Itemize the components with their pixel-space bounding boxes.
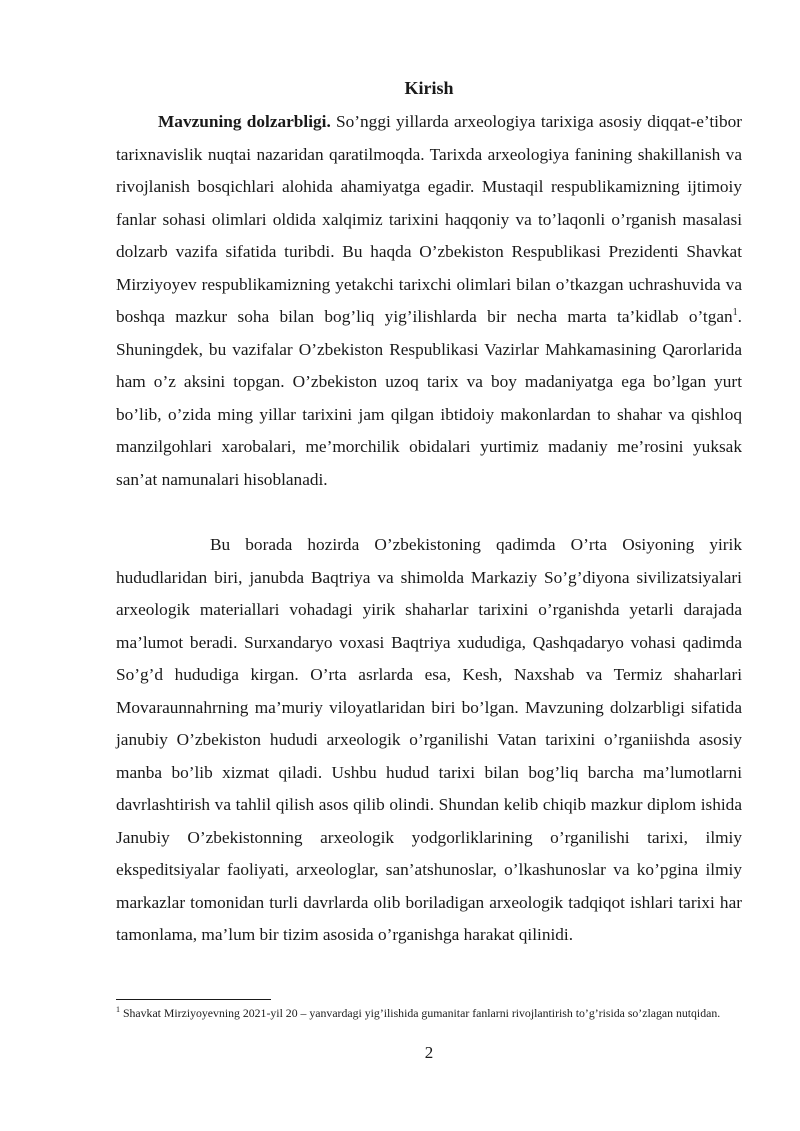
footnote [116,1006,742,1021]
footnote-reference[interactable]: 1 [732,307,738,319]
footnote-text: Shavkat Mirziyoyevning 2021-yil 20 – yanvardagi yig’ilishida gumanitar fanlarni rivojlantirish to’g’risida so’zlagan nutqidan. [120,1006,721,1020]
section-heading: Kirish [404,78,454,98]
paragraph-text-continued: . Shuningdek, bu vazifalar O’zbekiston Respublikasi Vazirlar Mahkamasining Qarorlarida ham o’z aksini topgan. O’zbekiston uzoq tarix va boy madaniyatga ega bo’lgan yurt bo’lib, o’zida ming yillar tarixini jam qilgan ibtidoiy makonlardan to shahar va qishloq manzilgohlari xarobalari, me’morchilik obidalari yurtimiz madaniy me’rosini yuksak san’at namunalari hisoblanadi. [116,307,742,489]
paragraph-regions: Bu borada hozirda O’zbekistoning qadimda O’rta Osiyoning yirik hududlaridan biri, janubda Baqtriya va shimolda Markaziy So’g’diyona sivilizatsiyalari arxeologik materiallari vohadagi yirik shaharlar tarixini o’rganishda yetarli darajada ma’lumot beradi. Surxandaryo voxasi Baqtriya xududiga, Qashqadaryo vohasi qadimda So’g’d hududiga kirgan. O’rta asrlarda esa, Kesh, Naxshab va Termiz shaharlari Movaraunnahrning ma’muriy viloyatlaridan biri bo’lgan. Mavzuning dolzarbligi sifatida janubiy O’zbekiston hududi arxeologik o’rganilishi Vatan tarixini o’rganiishda asosiy manba bo’lib xizmat qiladi. Ushbu hudud tarixi bilan bog’liq barcha ma’lumotlarni davrlashtirish va tahlil qilish asos qilib olindi. Shundan kelib chiqib mazkur diplom ishida Janubiy O’zbekistonning arxeologik yodgorliklarining o’rganilishi tarixi, ilmiy ekspeditsiyalar faoliyati, arxeologlar, san’atshunoslar, o’lkashunoslar va ko’pgina ilmiy markazlar tomonidan turli davrlarda olib boriladigan arxeologik tadqiqot ishlari tarixi har tamonlama, ma’lum bir tizim asosida o’rganishga harakat qilinidi. [116,535,742,944]
footnote-separator [116,999,271,1000]
page-number: 2 [424,1043,434,1062]
footnote-marker: 1 [116,1005,120,1015]
paragraph-lead: Mavzuning dolzarbligi. [158,112,331,131]
paragraph-text: So’nggi yillarda arxeologiya tarixiga asosiy diqqat-e’tibor tarixnavislik nuqtai nazaridan qaratilmoqda. Tarixda arxeologiya fanining shakillanish va rivojlanish bosqichlari alohida ahamiyatga egadir. Mustaqil respublikamizning ijtimoiy fanlar sohasi olimlari oldida xalqimiz tarixini haqqoniy va to’laqonli o’rganish masalasi dolzarb vazifa sifatida turibdi. Bu haqda O’zbekiston Respublikasi Prezidenti Shavkat Mirziyoyev respublikamizning yetakchi tarixchi olimlari bilan o’tkazgan uchrashuvida va boshqa mazkur soha bilan bog’liq yig’ilishlarda bir necha marta ta’kidlab o’tgan [116,112,743,326]
paragraph-relevance [116,106,742,496]
